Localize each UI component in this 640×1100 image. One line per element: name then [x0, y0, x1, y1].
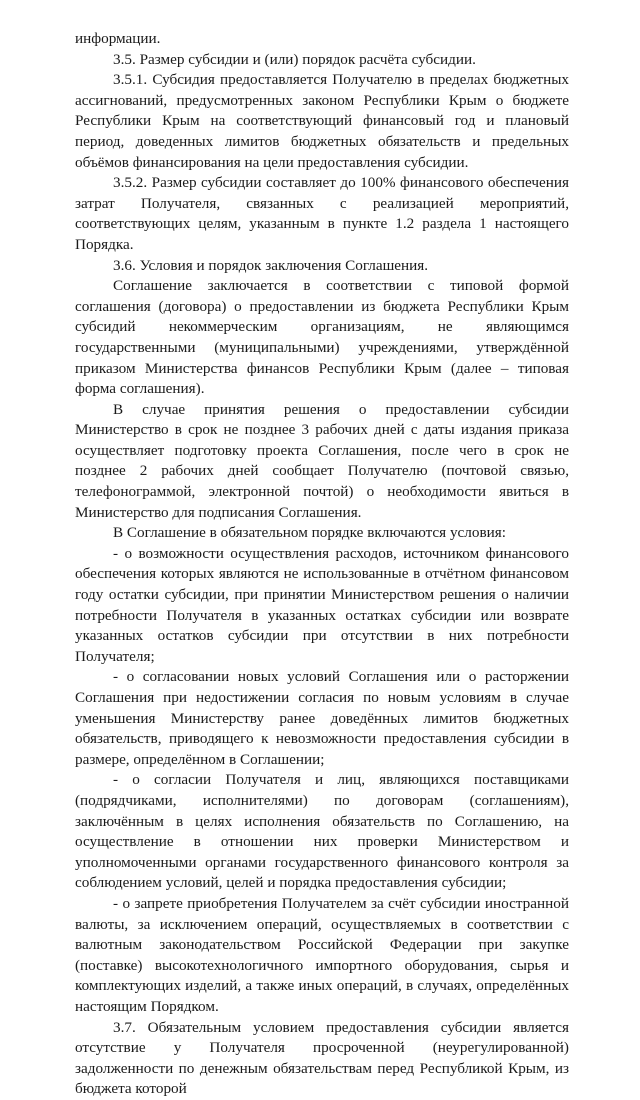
section-3-7-paragraph: 3.7. Обязательным условием предоставления субсидии является отсутствие у Получателя просроченной (неурегулированной) задолженности по денежным обязательствам перед Республикой Крым, из бюджета которой: [75, 1018, 569, 1098]
condition-item-currency-ban: - о запрете приобретения Получателем за счёт субсидии иностранной валюты, за исключением операций, осуществляемых в соответствии с валютным законодательством Российской Федерации при закупке (поставке) высокотехнологичного импортного оборудования, сырья и комплектующих изделий, а также иных операций, в случаях, определённых настоящим Порядком.: [75, 894, 569, 1015]
mandatory-conditions-intro: В Соглашение в обязательном порядке включаются условия:: [113, 524, 506, 542]
condition-item-unused-balances: - о возможности осуществления расходов, источником финансового обеспечения которых являются не использованные в отчётном финансовом году остатки субсидии, при принятии Министерством решения о наличии потребности Получателя в указанных остатках субсидии или возврате указанных остатков субсидии при отсутствии в них потребности Получателя;: [75, 544, 569, 665]
section-3-5-heading: 3.5. Размер субсидии и (или) порядок расчёта субсидии.: [113, 50, 476, 68]
clause-3-5-1: 3.5.1. Субсидия предоставляется Получателю в пределах бюджетных ассигнований, предусмотренных законом Республики Крым о бюджете Республики Крым на соответствующий финансовый год и плановый период, доведенных лимитов бюджетных обязательств и предельных объёмов финансирования на цели предоставления субсидии.: [75, 71, 569, 171]
section-3-6-heading: 3.6. Условия и порядок заключения Соглашения.: [113, 256, 429, 274]
text-continuation: информации.: [75, 30, 161, 47]
condition-item-new-terms: - о согласовании новых условий Соглашения или о расторжении Соглашения при недостижении согласия по новым условиям в случае уменьшения Министерству ранее доведённых лимитов бюджетных обязательств, приводящего к невозможности предоставления субсидии в размере, определённом в Соглашении;: [75, 668, 569, 768]
document-page: [75, 29, 569, 1100]
clause-3-5-2: 3.5.2. Размер субсидии составляет до 100% финансового обеспечения затрат Получателя, связанных с реализацией мероприятий, соответствующих целям, указанным в пункте 1.2 раздела 1 настоящего Порядка.: [75, 174, 569, 253]
condition-item-consent-inspection: - о согласии Получателя и лиц, являющихся поставщиками (подрядчиками, исполнителями) по договорам (соглашениям), заключённым в целях исполнения обязательств по Соглашению, на осуществление в отношении них проверки Министерством и уполномоченными органами государственного финансового контроля за соблюдением условий, целей и порядка предоставления субсидии;: [75, 771, 569, 892]
agreement-form-paragraph: Соглашение заключается в соответствии с типовой формой соглашения (договора) о предоставлении из бюджета Республики Крым субсидий некоммерческим организациям, не являющимся государственными (муниципальными) учреждениями, утверждённой приказом Министерства финансов Республики Крым (далее – типовая форма соглашения).: [75, 277, 569, 398]
agreement-procedure-paragraph: В случае принятия решения о предоставлении субсидии Министерство в срок не позднее 3 рабочих дней с даты издания приказа осуществляет подготовку проекта Соглашения, после чего в срок не позднее 2 рабочих дней сообщает Получателю (почтовой связью, телефонограммой, электронной почтой) о необходимости явиться в Министерство для подписания Соглашения.: [75, 400, 569, 521]
